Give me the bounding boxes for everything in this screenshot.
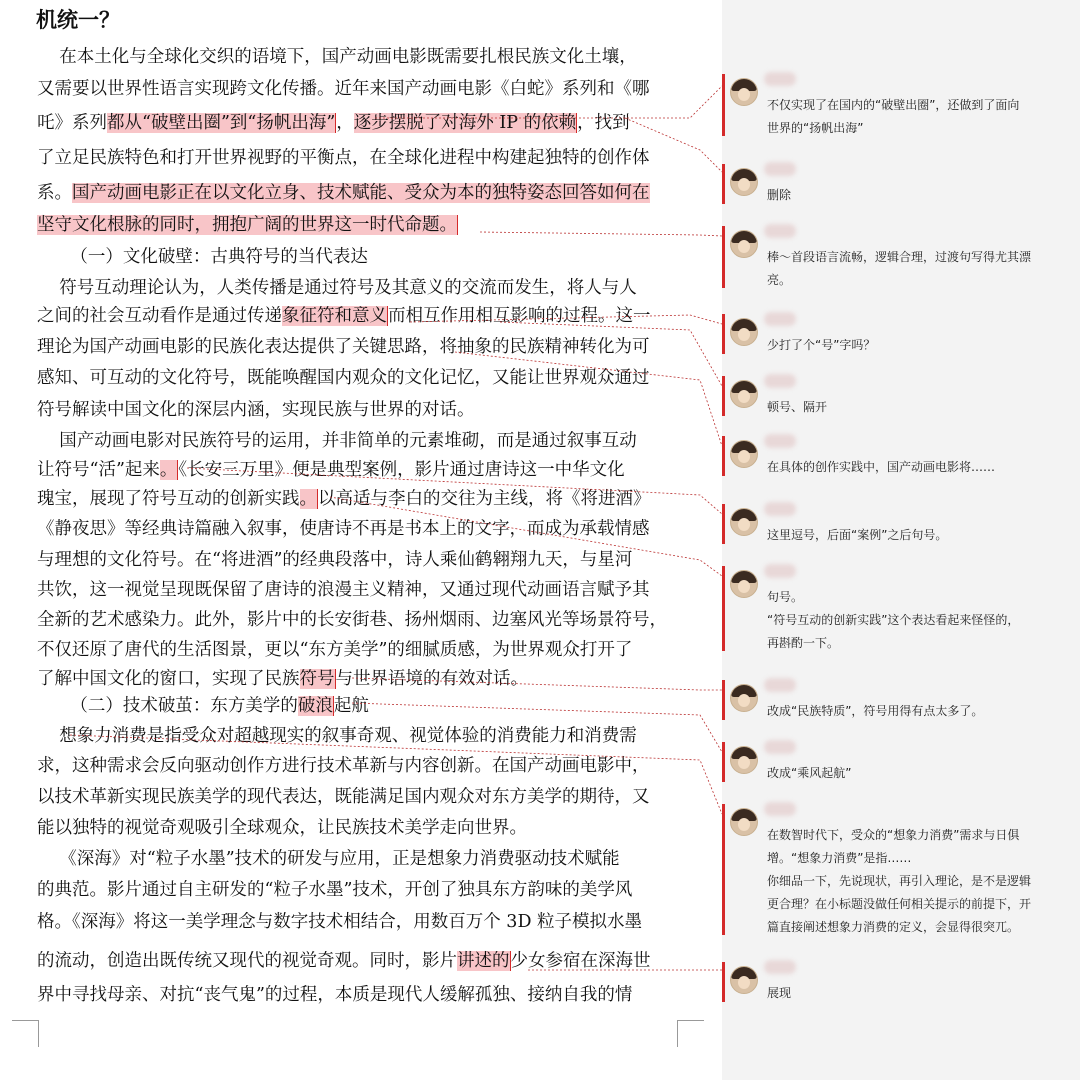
comment-marker xyxy=(722,74,725,136)
text-span: 相互影响的过程。这一 xyxy=(475,306,651,326)
comment-11[interactable] xyxy=(722,800,1080,939)
text-line[interactable] xyxy=(37,780,722,814)
highlighted-text[interactable]: 都从“破壁出圈”到“扬帆出海” xyxy=(107,113,336,133)
text-span: 共饮，这一视觉呈现既保留了唐诗的浪漫主义精神，又通过现代动画语言赋予其 xyxy=(37,580,650,600)
text-span: 求，这种需求会反向驱动创作方进行技术革新与内容创新。在国产动画电影中， xyxy=(37,756,650,776)
highlighted-text[interactable]: 。 xyxy=(159,460,178,480)
comment-text: 句号。 “符号互动的创新实践”这个表达看起来怪怪的， 再斟酌一下。 xyxy=(767,590,1020,650)
comment-7[interactable] xyxy=(722,500,1080,548)
text-span: （二）技术破茧：东方美学的 xyxy=(37,696,298,716)
avatar xyxy=(730,684,758,712)
text-line[interactable] xyxy=(37,749,722,783)
highlighted-text[interactable]: 讲述的 xyxy=(457,951,510,971)
blurred-username xyxy=(764,678,796,692)
comment-marker xyxy=(722,226,725,288)
text-span: 格。《深海》将这一美学理念与数字技术相结合，用数百万个 3D 粒子模拟水墨 xyxy=(37,912,643,932)
avatar xyxy=(730,318,758,346)
avatar xyxy=(730,746,758,774)
text-line[interactable] xyxy=(37,944,722,978)
avatar xyxy=(730,570,758,598)
text-span: 《深海》对“粒子水墨”技术的研发与应用，正是想象力消费驱动技术赋能 xyxy=(37,849,620,869)
text-span: 全新的艺术感染力。此外，影片中的长安街巷、扬州烟雨、边塞风光等场景符号， xyxy=(37,610,667,630)
comment-text: 展现 xyxy=(767,986,792,1000)
text-span: 在本土化与全球化交织的语境下，国产动画电影既需要扎根民族文化土壤， xyxy=(37,47,637,67)
comment-text: 顿号、隔开 xyxy=(767,400,828,414)
comment-8[interactable] xyxy=(722,562,1080,655)
blurred-username xyxy=(764,564,796,578)
text-span: 起航 xyxy=(333,696,369,716)
comment-marker xyxy=(722,742,725,782)
text-line[interactable] xyxy=(37,512,722,546)
highlighted-text[interactable]: 国产动画电影正在以文化立身、技术赋能、受众为本的独特姿态回答如何在 xyxy=(72,183,650,203)
blurred-username xyxy=(764,374,796,388)
text-line[interactable] xyxy=(37,543,722,577)
text-span: 理论为国产动画电影的民族化表达提供了关键思路，将抽象的民族精神转化为可 xyxy=(37,337,650,357)
comment-text: 不仅实现了在国内的“破壁出圈”，还做到了面向 世界的“扬帆出海” xyxy=(767,98,1020,135)
blurred-username xyxy=(764,162,796,176)
text-span: 《长安三万里》便是典型案例，影片通过唐诗这一中华文化 xyxy=(178,460,625,480)
avatar xyxy=(730,440,758,468)
blurred-username xyxy=(764,312,796,326)
text-line[interactable] xyxy=(37,361,722,395)
comment-marker xyxy=(722,504,725,544)
text-span: 国产动画电影对民族符号的运用，并非简单的元素堆砌，而是通过叙事互动 xyxy=(37,431,637,451)
avatar xyxy=(730,966,758,994)
avatar xyxy=(730,380,758,408)
comment-text: 改成“民族特质”，符号用得有点太多了。 xyxy=(767,704,984,718)
comment-9[interactable] xyxy=(722,676,1080,724)
comment-text: 少打了个“号”字吗？ xyxy=(767,338,876,352)
text-line[interactable] xyxy=(37,905,722,939)
avatar xyxy=(730,78,758,106)
text-line[interactable] xyxy=(37,208,722,242)
avatar xyxy=(730,508,758,536)
text-line[interactable] xyxy=(37,842,722,876)
text-span: 界中寻找母亲、对抗“丧气鬼”的过程，本质是现代人缓解孤独、接纳自我的情 xyxy=(37,985,633,1005)
avatar xyxy=(730,230,758,258)
blurred-username xyxy=(764,434,796,448)
text-span: 而相互作用 xyxy=(388,306,476,326)
text-span: 少女参宿在深海世 xyxy=(510,951,651,971)
text-line[interactable] xyxy=(37,603,722,637)
blurred-username xyxy=(764,960,796,974)
crop-mark-right xyxy=(677,1020,704,1047)
text-span: 了立足民族特色和打开世界视野的平衡点，在全球化进程中构建起独特的创作体 xyxy=(37,148,650,168)
comment-text: 删除 xyxy=(767,188,792,202)
comment-6[interactable] xyxy=(722,432,1080,480)
comment-text: 改成“乘风起航” xyxy=(767,766,852,780)
comment-text: 这里逗号，后面“案例”之后句号。 xyxy=(767,528,948,542)
text-line[interactable] xyxy=(37,299,722,333)
text-span: ，找到 xyxy=(577,113,630,133)
text-span: 感知、可互动的文化符号，既能唤醒国内观众的文化记忆，又能让世界观众通过 xyxy=(37,368,650,388)
text-span: 能以独特的视觉奇观吸引全球观众，让民族技术美学走向世界。 xyxy=(37,818,527,838)
comment-4[interactable] xyxy=(722,310,1080,358)
avatar xyxy=(730,168,758,196)
text-span: 《静夜思》等经典诗篇融入叙事，使唐诗不再是书本上的文字，而成为承载情感 xyxy=(37,519,650,539)
text-span: 了解中国文化的窗口，实现了民族 xyxy=(37,669,300,689)
comment-marker xyxy=(722,436,725,476)
comment-marker xyxy=(722,164,725,204)
text-span: 以技术革新实现民族美学的现代表达，既能满足国内观众对东方美学的期待，又 xyxy=(37,787,650,807)
avatar xyxy=(730,808,758,836)
comment-marker xyxy=(722,376,725,416)
comment-1[interactable] xyxy=(722,70,1080,140)
comment-marker xyxy=(722,314,725,354)
text-line[interactable] xyxy=(37,719,722,753)
crop-mark-left xyxy=(12,1020,39,1047)
text-span: 又需要以世界性语言实现跨文化传播。近年来国产动画电影《白蛇》系列和《哪 xyxy=(37,79,650,99)
text-line[interactable] xyxy=(37,811,722,845)
blurred-username xyxy=(764,802,796,816)
text-line[interactable] xyxy=(37,40,722,74)
blurred-username xyxy=(764,502,796,516)
highlighted-text[interactable]: 。 xyxy=(299,489,317,509)
comment-2[interactable] xyxy=(722,160,1080,208)
section-title-fragment[interactable] xyxy=(36,3,722,37)
text-line[interactable] xyxy=(37,573,722,607)
comment-marker xyxy=(722,804,725,935)
text-span[interactable]: 机统一？ xyxy=(36,8,120,32)
text-span: 与理想的文化符号。在“将进酒”的经典段落中，诗人乘仙鹤翱翔九天，与星河 xyxy=(37,550,633,570)
comment-marker xyxy=(722,962,725,1002)
text-span: 不仅还原了唐代的生活图景，更以“东方美学”的细腻质感，为世界观众打开了 xyxy=(37,640,633,660)
text-line[interactable] xyxy=(37,978,722,1012)
text-line[interactable] xyxy=(37,141,722,175)
highlighted-text[interactable]: 逐步摆脱了对海外 IP 的依赖 xyxy=(353,113,577,133)
text-line[interactable] xyxy=(37,393,722,427)
comment-marker xyxy=(722,680,725,720)
text-span: 的典范。影片通过自主研发的“粒子水墨”技术，开创了独具东方韵味的美学风 xyxy=(37,880,633,900)
text-span: 符号互动理论认为，人类传播是通过符号及其意义的交流而发生，将人与人 xyxy=(37,278,637,298)
text-span: 符号解读中国文化的深层内涵，实现民族与世界的对话。 xyxy=(37,400,475,420)
comment-text: 棒～首段语言流畅，逻辑合理，过渡句写得尤其漂 亮。 xyxy=(767,250,1032,287)
comments-pane xyxy=(722,0,1080,1080)
text-span: （一）文化破壁：古典符号的当代表达 xyxy=(37,247,368,267)
text-span: 想象力消费是指受众对超越现实的叙事奇观、视觉体验的消费能力和消费需 xyxy=(37,726,637,746)
text-span: 的流动，创造出既传统又现代的视觉奇观。同时，影片 xyxy=(37,951,457,971)
text-line[interactable] xyxy=(37,689,722,723)
text-span: 让符号“活”起来 xyxy=(37,460,160,480)
text-span: 瑰宝，展现了符号互动的创新实践 xyxy=(37,489,300,509)
comment-10[interactable] xyxy=(722,738,1080,786)
blurred-username xyxy=(764,740,796,754)
blurred-username xyxy=(764,224,796,238)
comment-text: 在具体的创作实践中，国产动画电影将…… xyxy=(767,460,996,474)
text-line[interactable] xyxy=(37,176,722,210)
text-line[interactable] xyxy=(37,873,722,907)
text-line[interactable] xyxy=(37,106,722,140)
comment-12[interactable] xyxy=(722,958,1080,1006)
text-line[interactable] xyxy=(37,330,722,364)
text-span: 与世界语境的有效对话。 xyxy=(335,669,528,689)
text-span: 之间的社会互动看作是通过传递 xyxy=(37,306,282,326)
text-span: ， xyxy=(336,113,354,133)
highlighted-text[interactable]: 破浪 xyxy=(297,696,333,716)
text-span: 吒》系列 xyxy=(37,113,107,133)
text-span: 以高适与李白的交往为主线，将《将进酒》 xyxy=(318,489,651,509)
comment-3[interactable] xyxy=(722,222,1080,292)
comment-text: 在数智时代下，受众的“想象力消费”需求与日俱 增。“想象力消费”是指…… 你细品一下，先说现状，再引入理论，是不是逻辑 更合理？在小标题没做任何相关提示的前提下，开 篇直接阐述想象力消费的定义，会显得很突兀。 xyxy=(767,828,1032,934)
text-span: 系。 xyxy=(37,183,72,203)
text-line[interactable] xyxy=(37,482,722,516)
comment-marker xyxy=(722,566,725,651)
blurred-username xyxy=(764,72,796,86)
text-line[interactable] xyxy=(37,240,722,274)
highlighted-text[interactable]: 符号 xyxy=(299,669,335,689)
text-line[interactable] xyxy=(37,72,722,106)
comment-5[interactable] xyxy=(722,372,1080,420)
highlighted-text[interactable]: 坚守文化根脉的同时，拥抱广阔的世界这一时代命题。 xyxy=(37,215,457,235)
highlighted-text[interactable]: 象征符和意义 xyxy=(282,306,387,326)
